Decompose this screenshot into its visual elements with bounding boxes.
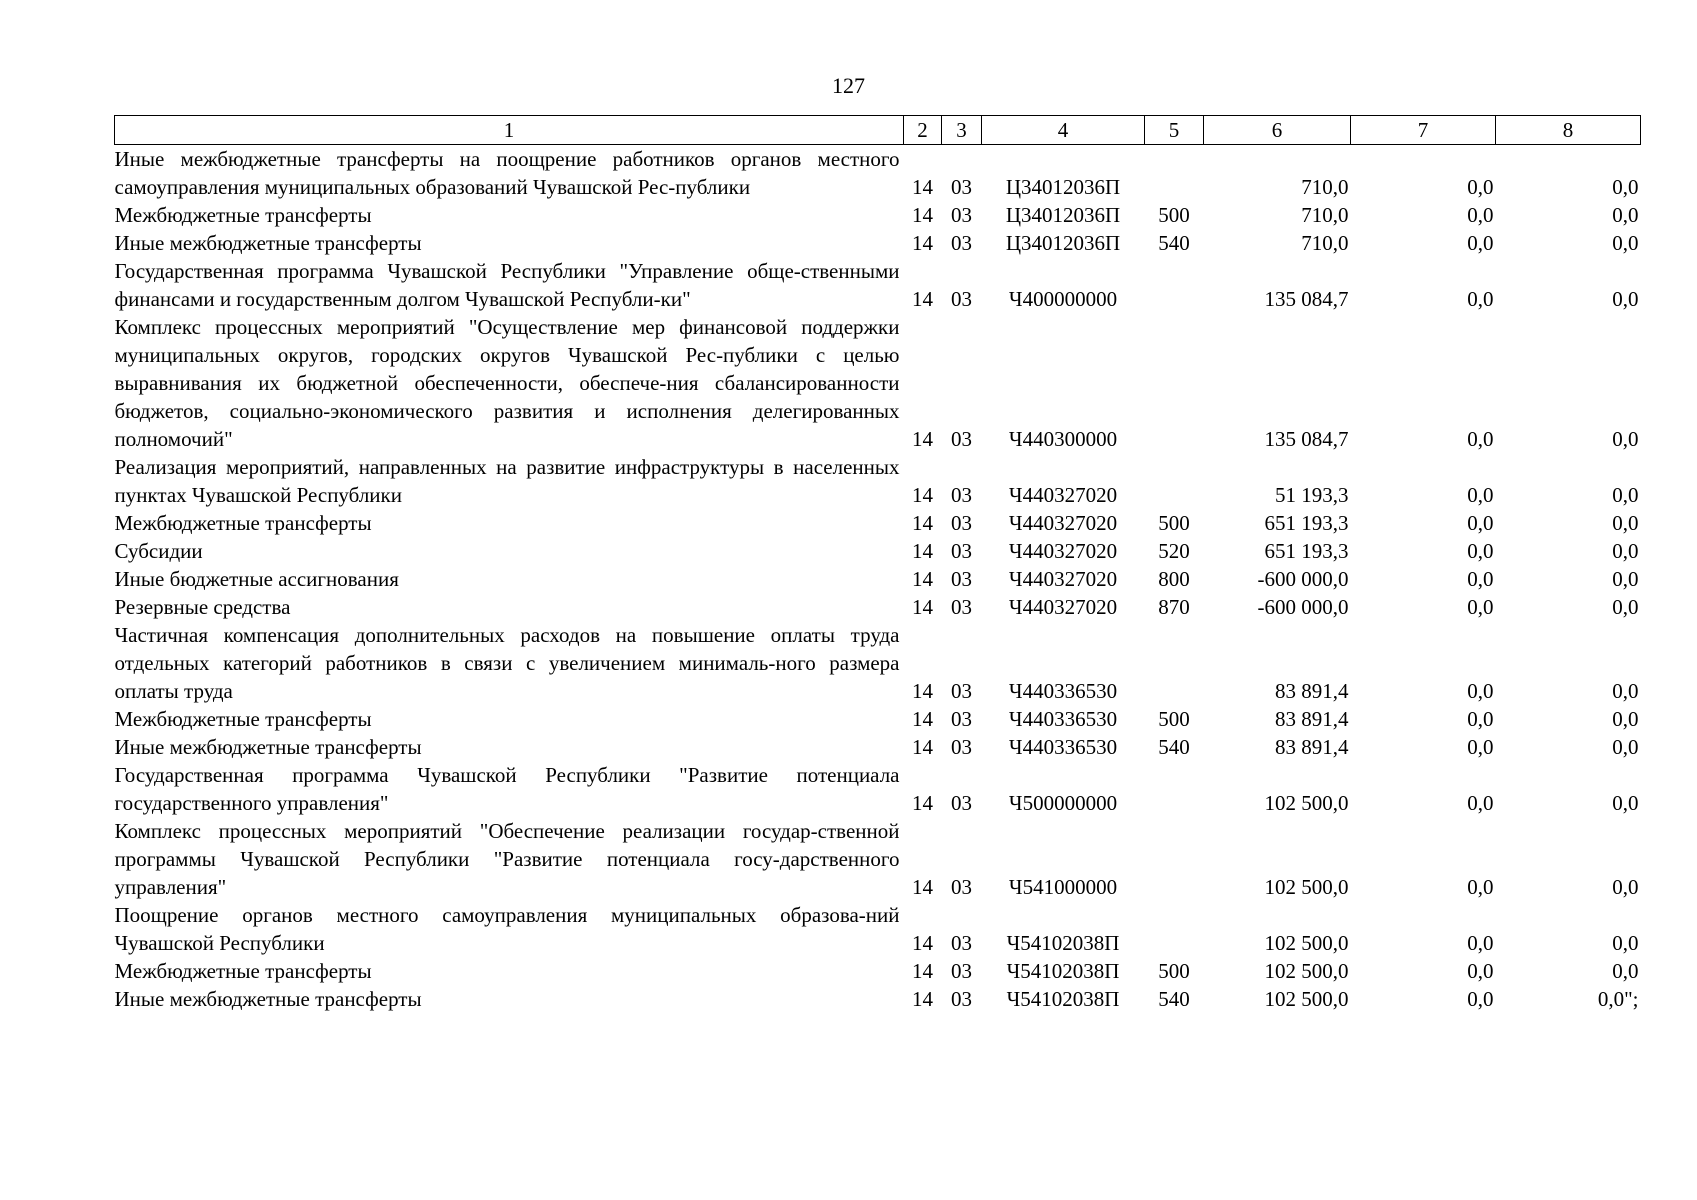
section-code-cell: 14 (912, 483, 933, 507)
row-name-cell: Межбюджетные трансферты (114, 203, 372, 227)
amount-col8-cell: 0,0 (1612, 959, 1639, 983)
target-article-cell: Ч440300000 (1008, 427, 1118, 451)
column-header: 5 (1145, 116, 1204, 145)
target-article-cell: Ч500000000 (1008, 791, 1118, 815)
expense-type-cell: 540 (1158, 987, 1190, 1011)
amount-col8-cell: 0,0 (1612, 595, 1639, 619)
row-name-cell: Иные межбюджетные трансферты на поощрение работников органов местного самоуправления муниципальных образований Чувашской Рес-публики (114, 147, 900, 199)
subsection-code-cell: 03 (951, 511, 972, 535)
table-row (115, 901, 1641, 957)
table-row (115, 201, 1641, 229)
table-row (115, 509, 1641, 537)
section-code-cell: 14 (912, 203, 933, 227)
expense-type-cell: 540 (1158, 735, 1190, 759)
amount-col6-cell: 135 084,7 (1264, 287, 1349, 311)
table-row (115, 313, 1641, 453)
amount-col7-cell: 0,0 (1467, 567, 1494, 591)
amount-col8-cell: 0,0 (1612, 175, 1639, 199)
amount-col7-cell: 0,0 (1467, 679, 1494, 703)
expense-type-cell: 500 (1158, 707, 1190, 731)
column-header: 2 (904, 116, 942, 145)
amount-col7-cell: 0,0 (1467, 791, 1494, 815)
table-row (115, 705, 1641, 733)
subsection-code-cell: 03 (951, 567, 972, 591)
row-name-cell: Частичная компенсация дополнительных расходов на повышение оплаты труда отдельных категорий работников в связи с увеличением минималь-ного размера оплаты труда (114, 623, 900, 703)
amount-col7-cell: 0,0 (1467, 483, 1494, 507)
amount-col7-cell: 0,0 (1467, 595, 1494, 619)
target-article-cell: Ч440327020 (1008, 567, 1118, 591)
column-header: 1 (115, 116, 904, 145)
column-header: 3 (942, 116, 982, 145)
subsection-code-cell: 03 (951, 427, 972, 451)
amount-col8-cell: 0,0 (1612, 231, 1639, 255)
amount-col7-cell: 0,0 (1467, 959, 1494, 983)
row-name-cell: Межбюджетные трансферты (114, 511, 372, 535)
amount-col6-cell: 651 193,3 (1264, 539, 1349, 563)
subsection-code-cell: 03 (951, 287, 972, 311)
expense-type-cell: 540 (1158, 231, 1190, 255)
amount-col7-cell: 0,0 (1467, 203, 1494, 227)
target-article-cell: Ч541000000 (1008, 875, 1118, 899)
subsection-code-cell: 03 (951, 539, 972, 563)
amount-col7-cell: 0,0 (1467, 539, 1494, 563)
amount-col7-cell: 0,0 (1467, 875, 1494, 899)
row-name-cell: Реализация мероприятий, направленных на развитие инфраструктуры в населенных пунктах Чувашской Республики (114, 455, 900, 507)
section-code-cell: 14 (912, 707, 933, 731)
row-name-cell: Резервные средства (114, 595, 291, 619)
section-code-cell: 14 (912, 875, 933, 899)
target-article-cell: Ч440336530 (1008, 735, 1118, 759)
subsection-code-cell: 03 (951, 875, 972, 899)
amount-col8-cell: 0,0"; (1597, 987, 1639, 1011)
target-article-cell: Ч440336530 (1008, 707, 1118, 731)
amount-col8-cell: 0,0 (1612, 427, 1639, 451)
expense-type-cell (1145, 257, 1204, 313)
amount-col6-cell: 51 193,3 (1275, 483, 1349, 507)
section-code-cell: 14 (912, 567, 933, 591)
subsection-code-cell: 03 (951, 175, 972, 199)
subsection-code-cell: 03 (951, 735, 972, 759)
expense-type-cell (1145, 817, 1204, 901)
target-article-cell: Ч440327020 (1008, 595, 1118, 619)
row-name-cell: Иные бюджетные ассигнования (114, 567, 399, 591)
row-name-cell: Иные межбюджетные трансферты (114, 987, 422, 1011)
column-header: 4 (982, 116, 1145, 145)
expense-type-cell: 800 (1158, 567, 1190, 591)
column-header: 8 (1496, 116, 1641, 145)
section-code-cell: 14 (912, 987, 933, 1011)
row-name-cell: Комплекс процессных мероприятий "Обеспечение реализации государ-ственной программы Чувашской Республики "Развитие потенциала госу-дарственного управления" (114, 819, 900, 899)
amount-col6-cell: 102 500,0 (1264, 791, 1349, 815)
section-code-cell: 14 (912, 287, 933, 311)
page-number: 127 (832, 73, 865, 98)
section-code-cell: 14 (912, 931, 933, 955)
expense-type-cell (1145, 313, 1204, 453)
target-article-cell: Ц34012036П (1005, 175, 1121, 199)
target-article-cell: Ч54102038П (1006, 987, 1120, 1011)
section-code-cell: 14 (912, 175, 933, 199)
table-row (115, 761, 1641, 817)
subsection-code-cell: 03 (951, 595, 972, 619)
amount-col7-cell: 0,0 (1467, 231, 1494, 255)
expense-type-cell (1145, 145, 1204, 202)
section-code-cell: 14 (912, 735, 933, 759)
amount-col8-cell: 0,0 (1612, 875, 1639, 899)
target-article-cell: Ц34012036П (1005, 231, 1121, 255)
amount-col8-cell: 0,0 (1612, 511, 1639, 535)
amount-col8-cell: 0,0 (1612, 287, 1639, 311)
expense-type-cell: 500 (1158, 511, 1190, 535)
expense-type-cell (1145, 621, 1204, 705)
table-row (115, 145, 1641, 202)
row-name-cell: Государственная программа Чувашской Республики "Развитие потенциала государственного управления" (114, 763, 900, 815)
table-row (115, 985, 1641, 1013)
amount-col8-cell: 0,0 (1612, 931, 1639, 955)
amount-col8-cell: 0,0 (1612, 679, 1639, 703)
table-row (115, 593, 1641, 621)
amount-col8-cell: 0,0 (1612, 567, 1639, 591)
amount-col7-cell: 0,0 (1467, 931, 1494, 955)
amount-col6-cell: 651 193,3 (1264, 511, 1349, 535)
amount-col6-cell: 710,0 (1301, 203, 1349, 227)
table-row (115, 453, 1641, 509)
target-article-cell: Ч440327020 (1008, 511, 1118, 535)
section-code-cell: 14 (912, 679, 933, 703)
subsection-code-cell: 03 (951, 203, 972, 227)
amount-col7-cell: 0,0 (1467, 175, 1494, 199)
column-header: 6 (1204, 116, 1351, 145)
subsection-code-cell: 03 (951, 791, 972, 815)
row-name-cell: Государственная программа Чувашской Республики "Управление обще-ственными финансами и государственным долгом Чувашской Республи-ки" (114, 259, 900, 311)
amount-col8-cell: 0,0 (1612, 707, 1639, 731)
amount-col7-cell: 0,0 (1467, 511, 1494, 535)
amount-col6-cell: -600 000,0 (1257, 595, 1349, 619)
table-row (115, 257, 1641, 313)
row-name-cell: Субсидии (114, 539, 203, 563)
section-code-cell: 14 (912, 427, 933, 451)
amount-col6-cell: 102 500,0 (1264, 987, 1349, 1011)
table-row (115, 565, 1641, 593)
subsection-code-cell: 03 (951, 987, 972, 1011)
subsection-code-cell: 03 (951, 707, 972, 731)
amount-col8-cell: 0,0 (1612, 483, 1639, 507)
subsection-code-cell: 03 (951, 679, 972, 703)
table-row (115, 621, 1641, 705)
amount-col6-cell: 135 084,7 (1264, 427, 1349, 451)
expense-type-cell: 520 (1158, 539, 1190, 563)
amount-col8-cell: 0,0 (1612, 203, 1639, 227)
amount-col6-cell: 102 500,0 (1264, 931, 1349, 955)
section-code-cell: 14 (912, 539, 933, 563)
target-article-cell: Ц34012036П (1005, 203, 1121, 227)
amount-col7-cell: 0,0 (1467, 987, 1494, 1011)
row-name-cell: Поощрение органов местного самоуправления муниципальных образова-ний Чувашской Республики (114, 903, 900, 955)
row-name-cell: Иные межбюджетные трансферты (114, 735, 422, 759)
header-row (115, 116, 1641, 145)
amount-col6-cell: 102 500,0 (1264, 875, 1349, 899)
row-name-cell: Межбюджетные трансферты (114, 707, 372, 731)
target-article-cell: Ч54102038П (1006, 959, 1120, 983)
amount-col8-cell: 0,0 (1612, 791, 1639, 815)
subsection-code-cell: 03 (951, 483, 972, 507)
amount-col8-cell: 0,0 (1612, 539, 1639, 563)
section-code-cell: 14 (912, 511, 933, 535)
budget-table (114, 115, 1641, 1013)
section-code-cell: 14 (912, 791, 933, 815)
expense-type-cell: 500 (1158, 203, 1190, 227)
target-article-cell: Ч440327020 (1008, 483, 1118, 507)
amount-col6-cell: 83 891,4 (1275, 735, 1349, 759)
row-name-cell: Иные межбюджетные трансферты (114, 231, 422, 255)
target-article-cell: Ч400000000 (1008, 287, 1118, 311)
amount-col6-cell: -600 000,0 (1257, 567, 1349, 591)
amount-col6-cell: 83 891,4 (1275, 679, 1349, 703)
target-article-cell: Ч440336530 (1008, 679, 1118, 703)
expense-type-cell (1145, 901, 1204, 957)
table-row (115, 733, 1641, 761)
target-article-cell: Ч440327020 (1008, 539, 1118, 563)
expense-type-cell: 870 (1158, 595, 1190, 619)
expense-type-cell (1145, 453, 1204, 509)
amount-col7-cell: 0,0 (1467, 707, 1494, 731)
amount-col8-cell: 0,0 (1612, 735, 1639, 759)
row-name-cell: Комплекс процессных мероприятий "Осуществление мер финансовой поддержки муниципальных округов, городских округов Чувашской Рес-публики с целью выравнивания их бюджетной обеспеченности, обеспече-ния сбалансированности бюджетов, социально-экономического развития и исполнения делегированных полномочий" (114, 315, 900, 451)
amount-col6-cell: 102 500,0 (1264, 959, 1349, 983)
amount-col7-cell: 0,0 (1467, 735, 1494, 759)
amount-col6-cell: 710,0 (1301, 231, 1349, 255)
target-article-cell: Ч54102038П (1006, 931, 1120, 955)
row-name-cell: Межбюджетные трансферты (114, 959, 372, 983)
expense-type-cell (1145, 761, 1204, 817)
section-code-cell: 14 (912, 595, 933, 619)
amount-col7-cell: 0,0 (1467, 427, 1494, 451)
table-row (115, 229, 1641, 257)
section-code-cell: 14 (912, 959, 933, 983)
table-row (115, 957, 1641, 985)
subsection-code-cell: 03 (951, 959, 972, 983)
table-row (115, 537, 1641, 565)
table-row (115, 817, 1641, 901)
amount-col6-cell: 83 891,4 (1275, 707, 1349, 731)
subsection-code-cell: 03 (951, 231, 972, 255)
amount-col7-cell: 0,0 (1467, 287, 1494, 311)
amount-col6-cell: 710,0 (1301, 175, 1349, 199)
expense-type-cell: 500 (1158, 959, 1190, 983)
column-header: 7 (1351, 116, 1496, 145)
subsection-code-cell: 03 (951, 931, 972, 955)
section-code-cell: 14 (912, 231, 933, 255)
